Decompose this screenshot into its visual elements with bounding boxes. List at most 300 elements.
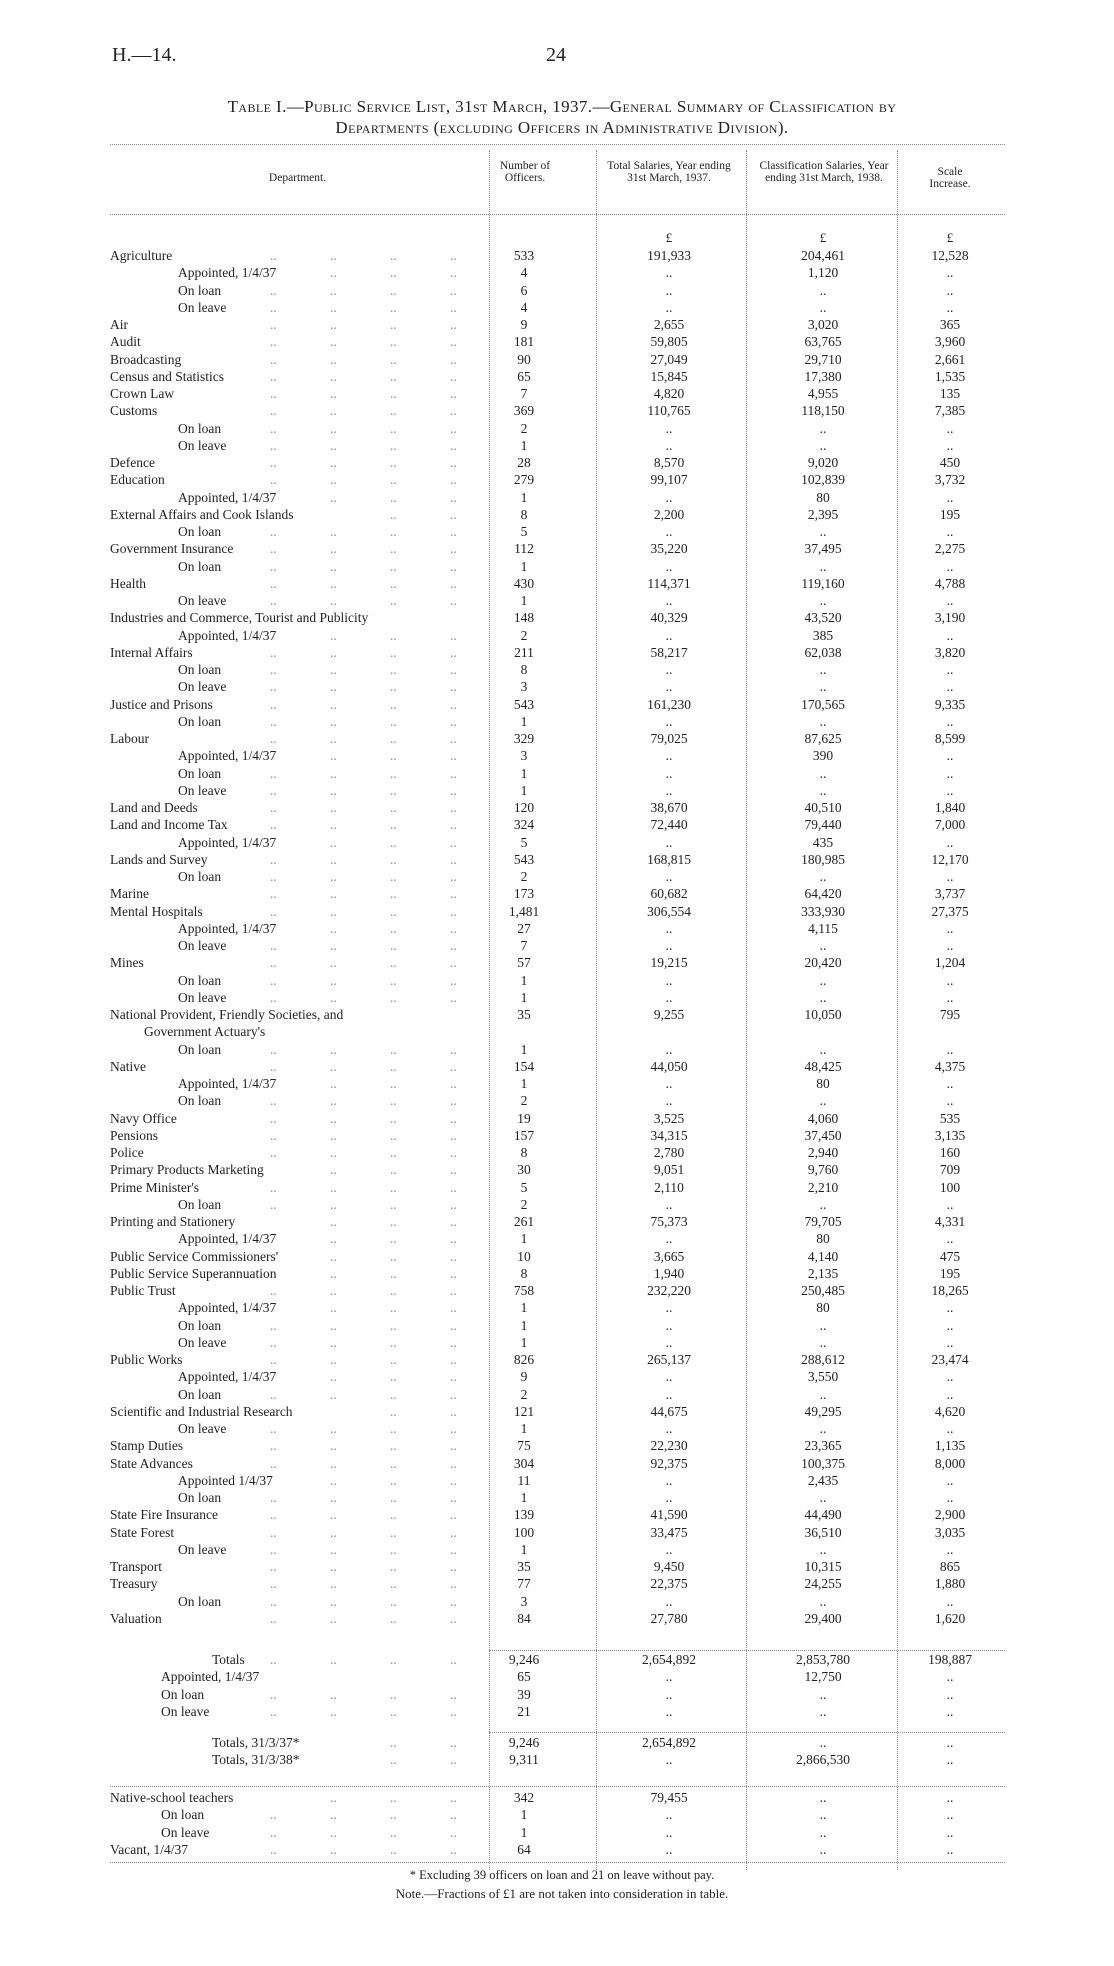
dot-leader: .. xyxy=(390,1652,397,1667)
dot-leader: .. xyxy=(450,1541,457,1557)
increase-cell: 1,135 xyxy=(934,1438,966,1454)
increase-cell: 1,535 xyxy=(934,368,966,384)
dot-leader: .. xyxy=(330,317,337,332)
department-cell: Appointed, 1/4/37 xyxy=(178,748,277,764)
dot-leader: .. xyxy=(450,782,457,798)
dot-leader: .. xyxy=(330,403,337,419)
department-cell: Native xyxy=(110,1058,146,1074)
salaries-cell: .. xyxy=(665,1421,673,1436)
dot-leader: .. xyxy=(270,1196,277,1212)
dot-leader: .. xyxy=(270,1559,277,1574)
salaries-cell: .. xyxy=(665,1841,673,1857)
department-cell: On leave xyxy=(178,1541,227,1557)
increase-cell: .. xyxy=(946,972,954,988)
dot-leader: .. xyxy=(450,558,457,574)
classification-cell: .. xyxy=(819,420,827,436)
dot-leader: .. xyxy=(270,248,277,263)
dot-leader: .. xyxy=(450,1300,457,1316)
increase-cell: .. xyxy=(946,1593,954,1609)
dot-leader: .. xyxy=(390,920,397,936)
table-row xyxy=(0,438,1114,455)
salaries-cell: .. xyxy=(665,265,673,281)
increase-cell: 12,528 xyxy=(931,248,969,263)
dot-leader: .. xyxy=(330,524,337,539)
dot-leader: .. xyxy=(450,1421,457,1436)
table-row xyxy=(0,421,1114,438)
salaries-cell: .. xyxy=(665,1041,673,1057)
classification-cell: .. xyxy=(819,989,827,1005)
dot-leader: .. xyxy=(390,1352,397,1367)
dot-leader: .. xyxy=(450,1593,457,1609)
dot-leader: .. xyxy=(450,765,457,781)
classification-cell: 10,315 xyxy=(804,1559,842,1574)
table-row xyxy=(0,679,1114,696)
department-cell: On leave xyxy=(178,1334,227,1350)
salaries-cell: 9,051 xyxy=(653,1162,685,1178)
number-cell: 90 xyxy=(517,351,531,367)
dot-leader: .. xyxy=(330,1472,337,1488)
dot-leader: .. xyxy=(330,679,337,695)
dot-leader: .. xyxy=(450,1179,457,1195)
dot-leader: .. xyxy=(330,1455,337,1471)
table-row xyxy=(0,714,1114,731)
increase-cell: 198,887 xyxy=(928,1652,972,1667)
increase-cell: .. xyxy=(946,1752,954,1768)
dot-leader: .. xyxy=(390,1041,397,1057)
dot-leader: .. xyxy=(390,1076,397,1091)
increase-cell: .. xyxy=(946,1369,954,1385)
table-row xyxy=(0,1214,1114,1231)
department-cell: Industries and Commerce, Tourist and Publicity xyxy=(110,610,369,626)
classification-cell: .. xyxy=(819,1490,827,1505)
number-cell: 211 xyxy=(514,644,534,660)
department-cell: Totals xyxy=(212,1652,245,1667)
increase-cell: .. xyxy=(946,593,954,608)
table-row xyxy=(0,283,1114,300)
dot-leader: .. xyxy=(450,1472,457,1488)
classification-cell: 2,866,530 xyxy=(796,1752,850,1768)
salaries-cell: 44,675 xyxy=(650,1403,688,1419)
department-cell: Health xyxy=(110,575,146,591)
number-cell: 1 xyxy=(520,489,528,505)
dot-leader: .. xyxy=(270,817,277,833)
dot-leader: .. xyxy=(390,1735,397,1750)
table-row xyxy=(0,1542,1114,1559)
department-cell: Education xyxy=(110,472,165,488)
table-row xyxy=(0,697,1114,714)
number-cell: 27 xyxy=(517,920,531,936)
salaries-cell: .. xyxy=(665,1334,673,1350)
department-cell: On leave xyxy=(178,782,227,798)
dot-leader: .. xyxy=(270,1145,277,1160)
number-cell: 10 xyxy=(517,1248,531,1264)
dot-leader: .. xyxy=(270,472,277,488)
classification-cell: 80 xyxy=(816,1300,830,1316)
dot-leader: .. xyxy=(450,1162,457,1178)
dot-leader: .. xyxy=(450,334,457,350)
salaries-cell: .. xyxy=(665,1472,673,1488)
table-row xyxy=(0,1283,1114,1300)
dot-leader: .. xyxy=(330,1386,337,1402)
dot-leader: .. xyxy=(450,972,457,988)
salaries-cell: 72,440 xyxy=(650,817,688,833)
number-cell: 28 xyxy=(517,455,531,470)
salaries-cell: 2,200 xyxy=(653,506,685,522)
table-row xyxy=(0,490,1114,507)
department-cell: Public Works xyxy=(110,1352,183,1367)
increase-cell: 7,385 xyxy=(934,403,966,419)
table-row xyxy=(0,1807,1114,1824)
increase-cell: .. xyxy=(946,1472,954,1488)
note: Note.—Fractions of £1 are not taken into consideration in table. xyxy=(395,1886,729,1901)
department-cell: Lands and Survey xyxy=(110,851,208,867)
dot-leader: .. xyxy=(390,817,397,833)
dot-leader: .. xyxy=(390,1214,397,1229)
table-row xyxy=(0,1024,1114,1041)
department-cell: Transport xyxy=(110,1559,163,1574)
dot-leader: .. xyxy=(330,886,337,902)
department-cell: On loan xyxy=(178,1317,222,1333)
table-row xyxy=(0,1525,1114,1542)
increase-cell: 7,000 xyxy=(934,817,966,833)
number-cell: 11 xyxy=(517,1472,531,1488)
department-cell: State Advances xyxy=(110,1455,193,1471)
salaries-cell: 3,665 xyxy=(653,1248,685,1264)
department-cell: On loan xyxy=(178,1041,222,1057)
department-cell: Air xyxy=(110,317,128,332)
number-cell: 181 xyxy=(513,334,535,350)
dot-leader: .. xyxy=(390,1196,397,1212)
increase-cell: 709 xyxy=(939,1162,961,1178)
classification-cell: 48,425 xyxy=(804,1058,842,1074)
dot-leader: .. xyxy=(270,299,277,315)
dot-leader: .. xyxy=(270,972,277,988)
dot-leader: .. xyxy=(270,1058,277,1074)
department-cell: On loan xyxy=(178,765,222,781)
dot-leader: .. xyxy=(450,299,457,315)
classification-cell: 435 xyxy=(812,834,834,850)
increase-cell: .. xyxy=(946,1231,954,1247)
number-cell: 19 xyxy=(517,1110,531,1126)
department-cell: On loan xyxy=(161,1686,205,1702)
increase-cell: .. xyxy=(946,1196,954,1212)
department-cell: Totals, 31/3/38* xyxy=(212,1752,300,1768)
dot-leader: .. xyxy=(330,1369,337,1385)
dot-leader: .. xyxy=(390,1824,397,1840)
number-cell: 121 xyxy=(513,1403,535,1419)
dot-leader: .. xyxy=(270,1093,277,1109)
dot-leader: .. xyxy=(390,368,397,384)
table-row xyxy=(0,783,1114,800)
number-cell: 1 xyxy=(520,713,528,729)
classification-cell: 3,550 xyxy=(807,1369,839,1385)
increase-cell: 4,788 xyxy=(934,575,966,591)
dot-leader: .. xyxy=(450,1490,457,1505)
dot-leader: .. xyxy=(330,541,337,557)
number-cell: 148 xyxy=(513,610,535,626)
department-cell: Mental Hospitals xyxy=(110,903,203,919)
dot-leader: .. xyxy=(390,1593,397,1609)
classification-cell: .. xyxy=(819,593,827,608)
number-cell: 1 xyxy=(520,1076,528,1091)
increase-cell: .. xyxy=(946,1317,954,1333)
table-title-line-2: Departments (excluding Officers in Administrative Division). xyxy=(335,118,789,137)
dot-leader: .. xyxy=(390,1334,397,1350)
classification-cell: 10,050 xyxy=(804,1007,842,1022)
salaries-cell: .. xyxy=(665,1231,673,1247)
number-cell: 1 xyxy=(520,1807,528,1823)
number-cell: 1,481 xyxy=(508,903,540,919)
table-row xyxy=(0,628,1114,645)
increase-cell: .. xyxy=(946,1541,954,1557)
dot-leader: .. xyxy=(270,696,277,712)
classification-cell: 36,510 xyxy=(804,1524,842,1540)
dot-leader: .. xyxy=(450,1231,457,1247)
increase-cell: .. xyxy=(946,1076,954,1091)
dot-leader: .. xyxy=(330,455,337,470)
dot-leader: .. xyxy=(270,644,277,660)
classification-cell: .. xyxy=(819,1735,827,1750)
salaries-cell: 265,137 xyxy=(647,1352,691,1367)
table-row xyxy=(0,1652,1114,1669)
dot-leader: .. xyxy=(330,1162,337,1178)
classification-cell: 23,365 xyxy=(804,1438,842,1454)
salaries-cell: .. xyxy=(665,1541,673,1557)
dot-leader: .. xyxy=(330,489,337,505)
number-cell: 1 xyxy=(520,1421,528,1436)
dot-leader: .. xyxy=(330,420,337,436)
number-cell: 533 xyxy=(513,248,535,263)
dot-leader: .. xyxy=(270,317,277,332)
dot-leader: .. xyxy=(330,1265,337,1281)
dot-leader: .. xyxy=(390,541,397,557)
dot-leader: .. xyxy=(450,748,457,764)
dot-leader: .. xyxy=(450,575,457,591)
number-cell: 35 xyxy=(517,1559,531,1574)
department-cell: On leave xyxy=(161,1824,210,1840)
number-cell: 100 xyxy=(513,1524,535,1540)
table-row xyxy=(0,403,1114,420)
dot-leader: .. xyxy=(270,455,277,470)
table-row xyxy=(0,748,1114,765)
dot-leader: .. xyxy=(390,644,397,660)
department-cell: On loan xyxy=(178,1196,222,1212)
number-cell: 9,246 xyxy=(508,1735,540,1750)
dot-leader: .. xyxy=(270,851,277,867)
table-row xyxy=(0,1611,1114,1628)
increase-cell: 535 xyxy=(939,1110,961,1126)
table-row xyxy=(0,1197,1114,1214)
dot-leader: .. xyxy=(450,1076,457,1091)
dot-leader: .. xyxy=(330,386,337,401)
dot-leader: .. xyxy=(450,713,457,729)
increase-cell: .. xyxy=(946,1490,954,1505)
table-row xyxy=(0,559,1114,576)
dot-leader: .. xyxy=(270,1455,277,1471)
dot-leader: .. xyxy=(390,1127,397,1143)
increase-cell: .. xyxy=(946,1735,954,1750)
increase-cell: 3,737 xyxy=(934,886,966,902)
dot-leader: .. xyxy=(390,1386,397,1402)
dot-leader: .. xyxy=(450,1652,457,1667)
dot-leader: .. xyxy=(330,644,337,660)
department-cell: Public Service Superannuation xyxy=(110,1265,277,1281)
dot-leader: .. xyxy=(390,455,397,470)
department-cell: External Affairs and Cook Islands xyxy=(110,506,294,522)
increase-cell: .. xyxy=(946,1041,954,1057)
dot-leader: .. xyxy=(450,1824,457,1840)
dot-leader: .. xyxy=(390,265,397,281)
classification-cell: 17,380 xyxy=(804,368,842,384)
salaries-cell: .. xyxy=(665,662,673,677)
classification-cell: .. xyxy=(819,679,827,695)
dot-leader: .. xyxy=(270,782,277,798)
increase-cell: 195 xyxy=(939,1265,961,1281)
department-cell: Appointed, 1/4/37 xyxy=(178,920,277,936)
number-cell: 35 xyxy=(517,1007,531,1022)
department-cell: Audit xyxy=(110,334,141,350)
salaries-cell: 22,375 xyxy=(650,1576,688,1592)
column-header-salaries: Total Salaries, Year ending 31st March, 1937. xyxy=(607,160,731,184)
report-code: H.—14. xyxy=(112,44,177,66)
dot-leader: .. xyxy=(450,679,457,695)
dot-leader: .. xyxy=(390,1231,397,1247)
dot-leader: .. xyxy=(450,1559,457,1574)
department-cell: On loan xyxy=(178,662,222,677)
number-cell: 39 xyxy=(517,1686,531,1702)
dot-leader: .. xyxy=(330,282,337,298)
salaries-cell: .. xyxy=(665,524,673,539)
dot-leader: .. xyxy=(270,1179,277,1195)
dot-leader: .. xyxy=(270,1610,277,1626)
number-cell: 139 xyxy=(513,1507,535,1523)
department-cell: On loan xyxy=(178,972,222,988)
dot-leader: .. xyxy=(270,437,277,453)
dot-leader: .. xyxy=(330,1490,337,1505)
department-cell: On loan xyxy=(178,1093,222,1109)
number-cell: 9,311 xyxy=(509,1752,539,1768)
dot-leader: .. xyxy=(450,420,457,436)
dot-leader: .. xyxy=(330,1421,337,1436)
salaries-cell: 168,815 xyxy=(647,851,691,867)
dot-leader: .. xyxy=(450,1686,457,1702)
dot-leader: .. xyxy=(330,593,337,608)
number-cell: 758 xyxy=(513,1283,535,1298)
table-row xyxy=(0,1404,1114,1421)
classification-cell: 390 xyxy=(812,748,834,764)
dot-leader: .. xyxy=(330,1507,337,1523)
dot-leader: .. xyxy=(450,1841,457,1857)
salaries-cell: 59,805 xyxy=(650,334,688,350)
department-cell: Mines xyxy=(110,955,144,971)
dot-leader: .. xyxy=(330,869,337,884)
dot-leader: .. xyxy=(390,1300,397,1316)
increase-cell: .. xyxy=(946,437,954,453)
classification-cell: 87,625 xyxy=(804,731,842,746)
salaries-cell: 75,373 xyxy=(650,1214,688,1229)
department-cell: Pensions xyxy=(110,1127,159,1143)
increase-cell: .. xyxy=(946,1703,954,1719)
department-cell: Stamp Duties xyxy=(110,1438,184,1454)
dot-leader: .. xyxy=(390,558,397,574)
salaries-cell: 110,765 xyxy=(647,403,691,419)
dot-leader: .. xyxy=(330,1214,337,1229)
increase-cell: .. xyxy=(946,1824,954,1840)
dot-leader: .. xyxy=(270,593,277,608)
dot-leader: .. xyxy=(270,420,277,436)
dot-leader: .. xyxy=(390,869,397,884)
dot-leader: .. xyxy=(450,541,457,557)
department-cell: Appointed 1/4/37 xyxy=(178,1472,273,1488)
dot-leader: .. xyxy=(390,1317,397,1333)
dot-leader: .. xyxy=(390,506,397,522)
department-cell: Navy Office xyxy=(110,1110,177,1126)
dot-leader: .. xyxy=(330,1334,337,1350)
dot-leader: .. xyxy=(270,386,277,401)
dot-leader: .. xyxy=(450,1403,457,1419)
dot-leader: .. xyxy=(390,731,397,746)
department-cell: Public Trust xyxy=(110,1283,176,1298)
table-row xyxy=(0,1128,1114,1145)
dot-leader: .. xyxy=(270,1317,277,1333)
dot-leader: .. xyxy=(330,627,337,643)
salaries-cell: .. xyxy=(665,627,673,643)
dot-leader: .. xyxy=(270,1352,277,1367)
dot-leader: .. xyxy=(390,627,397,643)
classification-cell: 79,705 xyxy=(804,1214,842,1229)
dot-leader: .. xyxy=(330,696,337,712)
table-row xyxy=(0,1576,1114,1593)
salaries-cell: .. xyxy=(665,1593,673,1609)
dot-leader: .. xyxy=(450,489,457,505)
dot-leader: .. xyxy=(450,1058,457,1074)
dot-leader: .. xyxy=(330,1610,337,1626)
table-row xyxy=(0,507,1114,524)
increase-cell: .. xyxy=(946,1386,954,1402)
table-row xyxy=(0,990,1114,1007)
increase-cell: 1,840 xyxy=(934,800,966,815)
dot-leader: .. xyxy=(450,834,457,850)
department-cell: On leave xyxy=(178,1421,227,1436)
table-row xyxy=(0,334,1114,351)
number-cell: 543 xyxy=(513,696,535,712)
dot-leader: .. xyxy=(390,1790,397,1805)
department-cell: Scientific and Industrial Research xyxy=(110,1403,293,1419)
dot-leader: .. xyxy=(330,748,337,764)
classification-cell: 1,120 xyxy=(807,265,839,281)
number-cell: 173 xyxy=(513,886,535,902)
dot-leader: .. xyxy=(270,662,277,677)
dot-leader: .. xyxy=(270,1438,277,1454)
department-cell: Land and Deeds xyxy=(110,800,198,815)
salaries-cell: 15,845 xyxy=(650,368,688,384)
salaries-cell: .. xyxy=(665,1490,673,1505)
number-cell: 7 xyxy=(520,386,528,401)
dot-leader: .. xyxy=(450,1438,457,1454)
dot-leader: .. xyxy=(450,1093,457,1109)
increase-cell: .. xyxy=(946,1790,954,1805)
number-cell: 65 xyxy=(517,368,531,384)
dot-leader: .. xyxy=(450,644,457,660)
increase-cell: 8,000 xyxy=(934,1455,966,1471)
dot-leader: .. xyxy=(270,558,277,574)
dot-leader: .. xyxy=(390,351,397,367)
increase-cell: 365 xyxy=(939,317,961,332)
number-cell: 21 xyxy=(517,1703,531,1719)
dot-leader: .. xyxy=(390,1807,397,1823)
dot-leader: .. xyxy=(390,696,397,712)
number-cell: 75 xyxy=(517,1438,531,1454)
